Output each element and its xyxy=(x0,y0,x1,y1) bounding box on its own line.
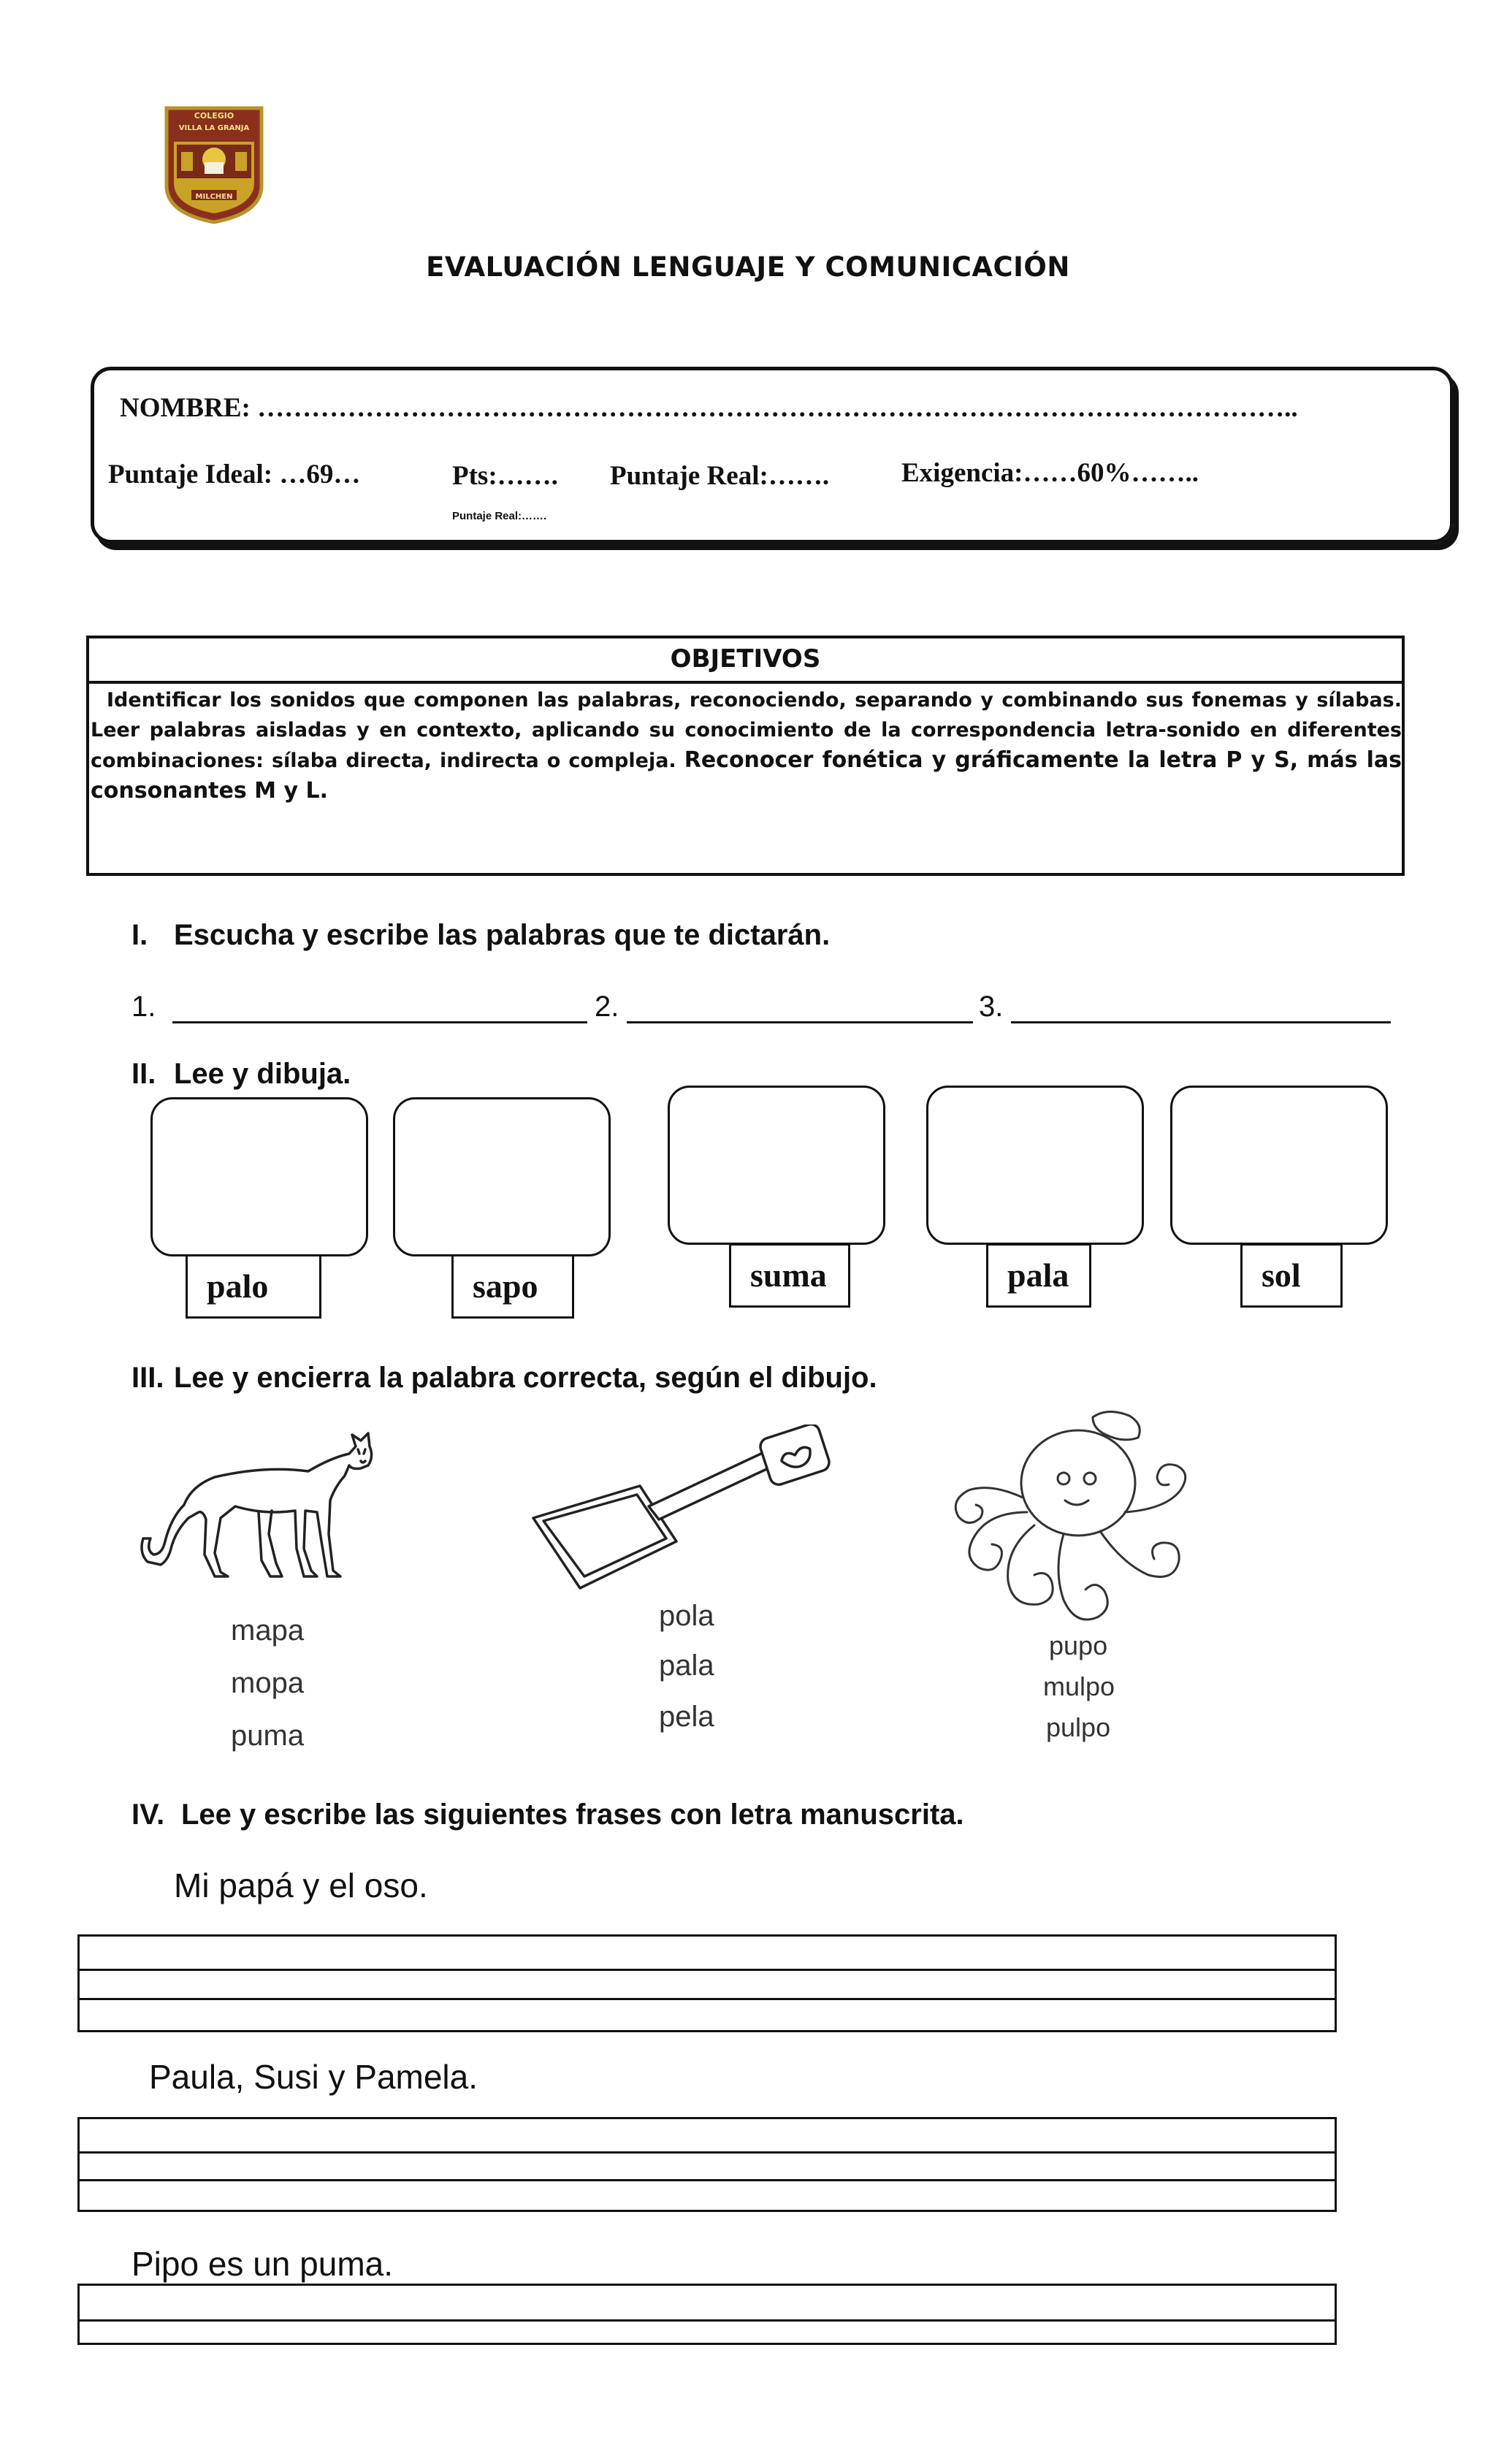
writing-lines-2[interactable] xyxy=(77,2117,1337,2212)
dictation-line-3[interactable] xyxy=(1011,1021,1391,1023)
option-pola[interactable]: pola xyxy=(659,1600,714,1632)
word-suma: suma xyxy=(750,1256,827,1294)
option-pulpo[interactable]: pulpo xyxy=(1046,1712,1111,1742)
section-2-title: Lee y dibuja. xyxy=(174,1058,351,1090)
word-box-suma xyxy=(729,1243,850,1308)
objectives-title: OBJETIVOS xyxy=(670,644,821,674)
section-2-number: II. xyxy=(131,1058,156,1090)
section-4-heading xyxy=(131,1799,964,1831)
writing-line xyxy=(80,2179,1335,2181)
puma-illustration xyxy=(133,1424,381,1587)
logo-text-2: VILLA LA GRANJA xyxy=(178,124,250,132)
drawing-box-suma[interactable] xyxy=(668,1086,885,1245)
dictation-label-2: 2. xyxy=(595,991,619,1023)
word-sapo: sapo xyxy=(473,1267,538,1305)
objectives-text xyxy=(91,685,1402,806)
word-sol: sol xyxy=(1262,1256,1301,1294)
phrase-2: Paula, Susi y Pamela. xyxy=(149,2058,478,2096)
option-mapa[interactable]: mapa xyxy=(231,1614,305,1647)
page-title: EVALUACIÓN LENGUAJE Y COMUNICACIÓN xyxy=(426,251,1070,283)
option-pupo[interactable]: pupo xyxy=(1049,1630,1108,1660)
word-pala: pala xyxy=(1007,1256,1069,1294)
section-4-number: IV. xyxy=(131,1799,165,1831)
objectives-tail: Reconocer fonética y gráficamente la letra P y S, más las consonantes M y L. xyxy=(91,747,1402,804)
objectives-title-row xyxy=(86,636,1405,684)
real-score-field[interactable]: Puntaje Real:……. xyxy=(610,461,830,491)
section-3-number: III. xyxy=(131,1362,164,1394)
drawing-box-palo[interactable] xyxy=(150,1097,368,1256)
shovel-illustration xyxy=(523,1424,837,1594)
writing-line xyxy=(80,2151,1335,2154)
option-pala[interactable]: pala xyxy=(659,1649,714,1682)
section-3-title: Lee y encierra la palabra correcta, según el dibujo. xyxy=(174,1362,877,1394)
name-field[interactable]: NOMBRE: …………………………………………………………………………………………………….. xyxy=(120,393,1298,423)
objectives-main: Identificar los sonidos que componen las palabras, reconociendo, separando y combinando sus fonemas y sílabas. Leer palabras aisladas y en contexto, aplicando su conocimiento de la correspondencia letra-sonido en diferentes combinaciones: sílaba directa, indirecta o compleja. xyxy=(91,689,1402,772)
phrase-3: Pipo es un puma. xyxy=(131,2245,394,2283)
option-pela[interactable]: pela xyxy=(659,1701,714,1733)
word-box-pala xyxy=(986,1243,1091,1308)
section-1-number: I. xyxy=(131,919,148,951)
word-box-palo xyxy=(186,1254,321,1319)
logo-text-3: MILCHEN xyxy=(195,193,233,201)
writing-lines-1[interactable] xyxy=(77,1934,1337,2032)
word-palo: palo xyxy=(207,1267,269,1305)
drawing-box-sol[interactable] xyxy=(1170,1086,1388,1245)
dictation-label-3: 3. xyxy=(979,991,1004,1023)
section-1-heading xyxy=(131,919,830,952)
option-mopa[interactable]: mopa xyxy=(231,1667,305,1699)
section-1-title: Escucha y escribe las palabras que te dictarán. xyxy=(174,919,831,951)
writing-lines-3[interactable] xyxy=(77,2284,1337,2345)
section-4-title: Lee y escribe las siguientes frases con letra manuscrita. xyxy=(181,1799,964,1831)
points-field[interactable]: Pts:……. xyxy=(452,461,558,491)
word-box-sol xyxy=(1240,1243,1343,1308)
option-mulpo[interactable]: mulpo xyxy=(1043,1671,1115,1701)
drawing-box-sapo[interactable] xyxy=(393,1097,611,1256)
option-puma[interactable]: puma xyxy=(231,1720,305,1752)
writing-line xyxy=(80,1998,1335,2000)
writing-line xyxy=(80,2319,1335,2322)
ideal-score: Puntaje Ideal: …69… xyxy=(108,459,361,489)
drawing-box-pala[interactable] xyxy=(926,1086,1144,1245)
dictation-line-1[interactable] xyxy=(172,1021,587,1023)
real-score-small: Puntaje Real:……. xyxy=(452,510,547,522)
section-3-heading xyxy=(131,1362,877,1395)
section-2-heading xyxy=(131,1058,351,1091)
school-logo xyxy=(162,104,266,225)
logo-text-1: COLEGIO xyxy=(194,111,234,121)
requirement-percent: Exigencia:……60%…….. xyxy=(901,458,1199,488)
phrase-1: Mi papá y el oso. xyxy=(174,1866,428,1904)
octopus-illustration xyxy=(947,1403,1199,1635)
word-box-sapo xyxy=(451,1254,574,1319)
dictation-line-2[interactable] xyxy=(627,1021,973,1023)
dictation-label-1: 1. xyxy=(131,991,156,1023)
writing-line xyxy=(80,1969,1335,1971)
